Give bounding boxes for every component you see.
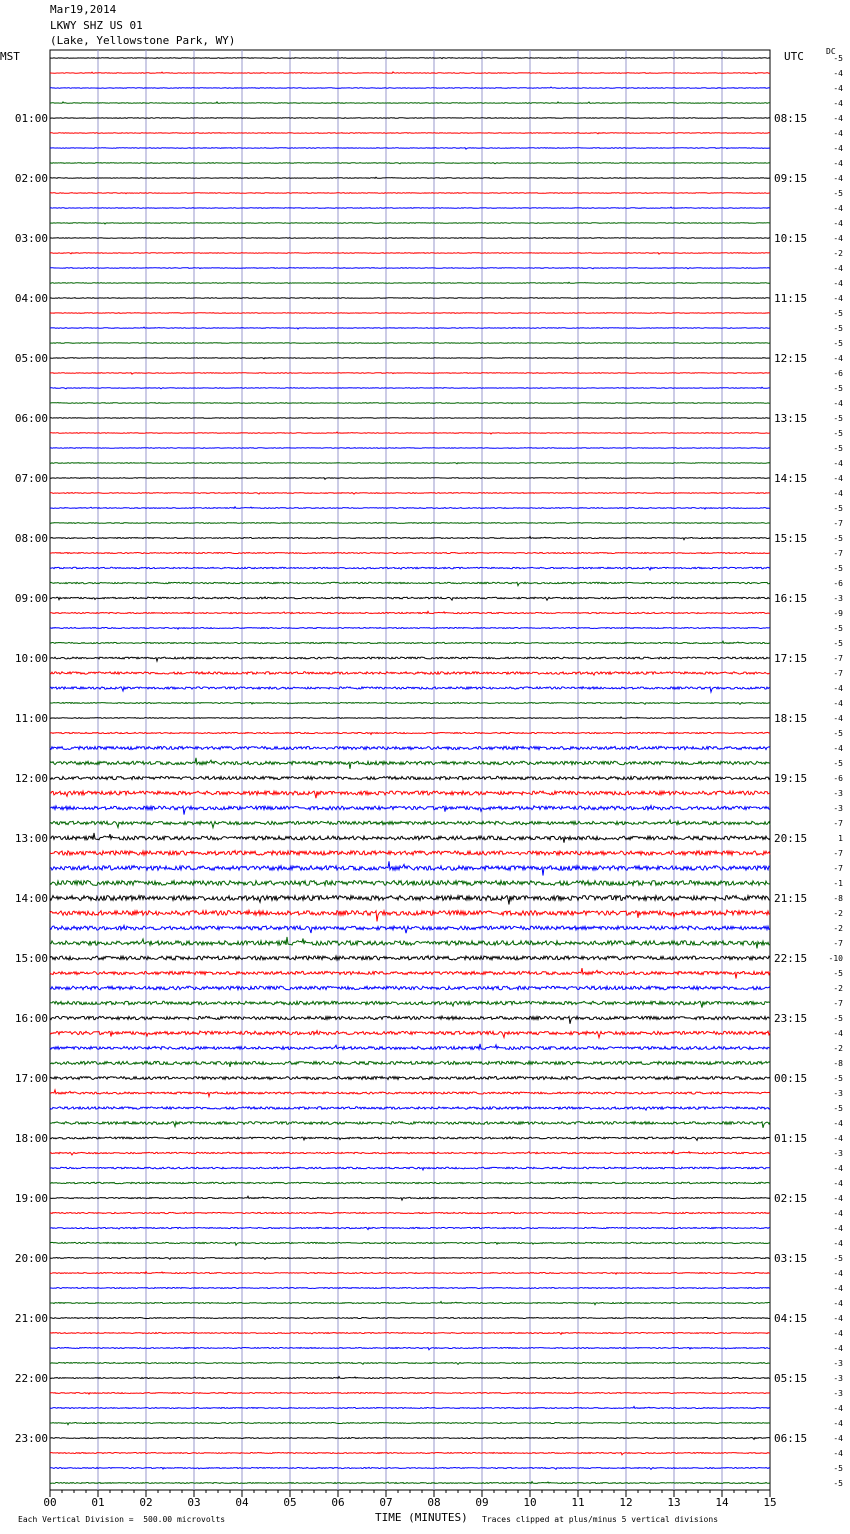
x-tick-label: 08 xyxy=(427,1496,441,1509)
x-tick-label: 14 xyxy=(715,1496,729,1509)
trace-offset-label: -2 xyxy=(833,984,843,993)
seismic-trace xyxy=(50,493,770,495)
trace-offset-label: -7 xyxy=(833,999,843,1008)
trace-offset-label: -3 xyxy=(833,1149,843,1158)
seismic-trace xyxy=(50,1061,770,1067)
x-tick-label: 00 xyxy=(43,1496,57,1509)
seismic-trace xyxy=(50,702,770,704)
x-tick-label: 07 xyxy=(379,1496,393,1509)
seismic-trace xyxy=(50,861,770,875)
trace-offset-label: -5 xyxy=(833,729,843,738)
hour-label-utc: 15:15 xyxy=(774,532,808,545)
trace-offset-label: -2 xyxy=(833,1044,843,1053)
hour-label-local: 03:00 xyxy=(14,232,48,245)
trace-offset-label: -4 xyxy=(833,1329,843,1338)
trace-offset-label: -7 xyxy=(833,519,843,528)
seismic-trace xyxy=(50,72,770,74)
trace-offset-label: -4 xyxy=(833,114,843,123)
trace-offset-label: -4 xyxy=(833,1119,843,1128)
seismic-trace xyxy=(50,1438,770,1440)
hour-label-utc: 17:15 xyxy=(774,652,808,665)
seismic-trace xyxy=(50,1242,770,1245)
seismic-trace xyxy=(50,1452,770,1454)
hour-label-local: 09:00 xyxy=(14,592,48,605)
seismic-trace xyxy=(50,1423,770,1425)
seismic-trace xyxy=(50,463,770,464)
trace-offset-label: -7 xyxy=(833,939,843,948)
x-tick-label: 15 xyxy=(763,1496,777,1509)
trace-offset-label: -4 xyxy=(833,474,843,483)
x-tick-label: 06 xyxy=(331,1496,345,1509)
hour-label-utc: 13:15 xyxy=(774,412,808,425)
trace-offset-label: -6 xyxy=(833,369,843,378)
seismic-trace xyxy=(50,507,770,509)
seismic-trace xyxy=(50,1407,770,1409)
seismic-trace xyxy=(50,253,770,254)
trace-offset-label: -4 xyxy=(833,1194,843,1203)
trace-offset-label: -4 xyxy=(833,1269,843,1278)
hour-label-utc: 05:15 xyxy=(774,1372,808,1385)
trace-offset-label: -5 xyxy=(833,534,843,543)
hour-label-utc: 18:15 xyxy=(774,712,808,725)
hour-label-utc: 12:15 xyxy=(774,352,808,365)
seismic-trace xyxy=(50,1196,770,1200)
seismic-trace xyxy=(50,937,770,948)
hour-label-local: 07:00 xyxy=(14,472,48,485)
hour-label-local: 20:00 xyxy=(14,1252,48,1265)
trace-offset-label: -7 xyxy=(833,654,843,663)
trace-offset-label: -5 xyxy=(833,414,843,423)
seismic-trace xyxy=(50,1318,770,1319)
seismic-trace xyxy=(50,1151,770,1155)
seismic-trace xyxy=(50,791,770,798)
hour-label-utc: 22:15 xyxy=(774,952,808,965)
seismic-trace xyxy=(50,881,770,886)
trace-offset-label: -4 xyxy=(833,279,843,288)
x-tick-label: 12 xyxy=(619,1496,633,1509)
seismic-trace xyxy=(50,57,770,58)
trace-offset-label: -4 xyxy=(833,144,843,153)
trace-offset-label: -5 xyxy=(833,759,843,768)
trace-offset-label: -4 xyxy=(833,69,843,78)
x-tick-label: 10 xyxy=(523,1496,537,1509)
trace-offset-label: -4 xyxy=(833,99,843,108)
seismic-trace xyxy=(50,358,770,359)
hour-label-local: 12:00 xyxy=(14,772,48,785)
trace-offset-label: -5 xyxy=(833,564,843,573)
trace-offset-label: -4 xyxy=(833,294,843,303)
seismic-trace xyxy=(50,148,770,149)
x-tick-label: 11 xyxy=(571,1496,585,1509)
seismic-trace xyxy=(50,820,770,828)
hour-label-local: 11:00 xyxy=(14,712,48,725)
trace-offset-label: -4 xyxy=(833,219,843,228)
seismic-trace xyxy=(50,163,770,164)
trace-offset-label: -3 xyxy=(833,594,843,603)
trace-offset-label: -5 xyxy=(833,1254,843,1263)
seismic-trace xyxy=(50,238,770,239)
seismic-trace xyxy=(50,1212,770,1213)
seismic-trace xyxy=(50,746,770,749)
seismic-trace xyxy=(50,1287,770,1288)
trace-offset-label: -4 xyxy=(833,204,843,213)
hour-label-utc: 03:15 xyxy=(774,1252,808,1265)
hour-label-local: 19:00 xyxy=(14,1192,48,1205)
trace-offset-label: -7 xyxy=(833,549,843,558)
trace-offset-label: -5 xyxy=(833,189,843,198)
trace-offset-label: -5 xyxy=(833,444,843,453)
seismic-trace xyxy=(50,87,770,88)
hour-label-utc: 23:15 xyxy=(774,1012,808,1025)
seismic-trace xyxy=(50,268,770,269)
seismic-trace xyxy=(50,373,770,375)
hour-label-local: 21:00 xyxy=(14,1312,48,1325)
trace-offset-label: -5 xyxy=(833,54,843,63)
seismic-trace xyxy=(50,641,770,643)
x-tick-label: 04 xyxy=(235,1496,249,1509)
hour-label-utc: 11:15 xyxy=(774,292,808,305)
seismic-trace xyxy=(50,1467,770,1469)
trace-offset-label: -7 xyxy=(833,669,843,678)
hour-label-local: 23:00 xyxy=(14,1432,48,1445)
trace-offset-label: -4 xyxy=(833,1449,843,1458)
trace-offset-label: -3 xyxy=(833,1389,843,1398)
seismic-trace xyxy=(50,1227,770,1229)
trace-offset-label: -4 xyxy=(833,1404,843,1413)
trace-offset-label: -9 xyxy=(833,609,843,618)
seismic-trace xyxy=(50,1362,770,1364)
hour-label-local: 22:00 xyxy=(14,1372,48,1385)
trace-offset-label: -4 xyxy=(833,1314,843,1323)
x-tick-label: 13 xyxy=(667,1496,681,1509)
seismic-trace xyxy=(50,986,770,990)
right-timezone-label: UTC xyxy=(784,50,804,63)
hour-label-utc: 21:15 xyxy=(774,892,808,905)
seismic-trace xyxy=(50,523,770,524)
trace-offset-label: -5 xyxy=(833,1104,843,1113)
seismic-trace xyxy=(50,1090,770,1097)
trace-offset-label: -4 xyxy=(833,174,843,183)
trace-offset-label: -4 xyxy=(833,489,843,498)
trace-offset-label: -5 xyxy=(833,624,843,633)
trace-offset-label: -4 xyxy=(833,684,843,693)
plot-date: Mar19,2014 xyxy=(50,3,117,16)
seismic-trace xyxy=(50,1044,770,1050)
trace-offset-label: -6 xyxy=(833,579,843,588)
seismic-trace xyxy=(50,133,770,134)
seismic-trace xyxy=(50,102,770,103)
trace-offset-label: -4 xyxy=(833,744,843,753)
trace-offset-label: -6 xyxy=(833,774,843,783)
hour-label-utc: 10:15 xyxy=(774,232,808,245)
trace-offset-label: -7 xyxy=(833,849,843,858)
trace-offset-label: -3 xyxy=(833,1359,843,1368)
trace-offset-label: -4 xyxy=(833,1419,843,1428)
seismic-trace xyxy=(50,1333,770,1335)
station-location: (Lake, Yellowstone Park, WY) xyxy=(50,34,236,47)
seismic-trace xyxy=(50,1167,770,1170)
hour-label-utc: 14:15 xyxy=(774,472,808,485)
hour-label-utc: 16:15 xyxy=(774,592,808,605)
dc-offset-label: DC xyxy=(826,47,836,56)
plot-frame xyxy=(50,50,770,1490)
trace-offset-label: -4 xyxy=(833,1284,843,1293)
seismic-trace xyxy=(50,478,770,480)
trace-offset-label: -4 xyxy=(833,699,843,708)
trace-offset-label: -3 xyxy=(833,804,843,813)
trace-offset-label: -1 xyxy=(833,879,843,888)
trace-offset-label: -4 xyxy=(833,1344,843,1353)
hour-label-local: 13:00 xyxy=(14,832,48,845)
seismic-trace xyxy=(50,687,770,692)
trace-offset-label: -5 xyxy=(833,1014,843,1023)
trace-offset-label: -4 xyxy=(833,399,843,408)
hour-label-local: 17:00 xyxy=(14,1072,48,1085)
trace-offset-label: -8 xyxy=(833,894,843,903)
trace-offset-label: -2 xyxy=(833,924,843,933)
station-code: LKWY SHZ US 01 xyxy=(50,19,143,32)
seismic-trace xyxy=(50,1392,770,1394)
seismic-trace xyxy=(50,387,770,389)
trace-offset-label: -4 xyxy=(833,714,843,723)
trace-offset-label: -3 xyxy=(833,1374,843,1383)
x-tick-label: 09 xyxy=(475,1496,489,1509)
seismic-trace xyxy=(50,1001,770,1007)
hour-label-utc: 08:15 xyxy=(774,112,808,125)
seismic-trace xyxy=(50,343,770,344)
hour-label-utc: 19:15 xyxy=(774,772,808,785)
seismic-trace xyxy=(50,910,770,921)
hour-label-utc: 09:15 xyxy=(774,172,808,185)
hour-label-utc: 20:15 xyxy=(774,832,808,845)
seismic-trace xyxy=(50,282,770,283)
trace-offset-label: -5 xyxy=(833,324,843,333)
trace-offset-label: -5 xyxy=(833,504,843,513)
x-axis-title: TIME (MINUTES) xyxy=(375,1511,468,1524)
seismic-trace xyxy=(50,672,770,675)
seismic-trace xyxy=(50,1122,770,1128)
trace-offset-label: -4 xyxy=(833,84,843,93)
x-tick-label: 01 xyxy=(91,1496,105,1509)
seismic-trace xyxy=(50,833,770,843)
seismic-trace xyxy=(50,611,770,613)
seismic-trace xyxy=(50,1257,770,1259)
seismic-trace xyxy=(50,1347,770,1349)
trace-offset-label: 1 xyxy=(838,834,843,843)
hour-label-local: 15:00 xyxy=(14,952,48,965)
seismic-trace xyxy=(50,432,770,434)
clip-note: Traces clipped at plus/minus 5 vertical divisions xyxy=(482,1515,719,1524)
seismic-trace xyxy=(50,402,770,403)
seismic-trace xyxy=(50,418,770,419)
hour-label-local: 05:00 xyxy=(14,352,48,365)
hour-label-local: 10:00 xyxy=(14,652,48,665)
trace-offset-label: -7 xyxy=(833,819,843,828)
seismic-trace xyxy=(50,1377,770,1379)
trace-offset-label: -3 xyxy=(833,1089,843,1098)
x-tick-label: 05 xyxy=(283,1496,297,1509)
trace-offset-label: -7 xyxy=(833,864,843,873)
x-tick-label: 03 xyxy=(187,1496,201,1509)
trace-offset-label: -4 xyxy=(833,1164,843,1173)
seismic-trace xyxy=(50,717,770,719)
seismic-trace xyxy=(50,582,770,585)
seismic-trace xyxy=(50,851,770,856)
trace-offset-label: -5 xyxy=(833,309,843,318)
trace-offset-label: -5 xyxy=(833,429,843,438)
trace-offset-label: -4 xyxy=(833,1134,843,1143)
seismic-trace xyxy=(50,1272,770,1275)
seismic-trace xyxy=(50,758,770,769)
seismic-trace xyxy=(50,177,770,178)
trace-offset-label: -3 xyxy=(833,789,843,798)
seismic-trace xyxy=(50,1016,770,1024)
seismic-trace xyxy=(50,207,770,208)
seismic-trace xyxy=(50,553,770,554)
trace-offset-label: -5 xyxy=(833,969,843,978)
seismic-trace xyxy=(50,926,770,934)
trace-offset-label: -5 xyxy=(833,639,843,648)
seismic-trace xyxy=(50,1182,770,1184)
seismic-trace xyxy=(50,732,770,734)
seismic-trace xyxy=(50,597,770,600)
seismic-trace xyxy=(50,1076,770,1079)
trace-offset-label: -4 xyxy=(833,234,843,243)
hour-label-local: 18:00 xyxy=(14,1132,48,1145)
trace-offset-label: -5 xyxy=(833,339,843,348)
trace-offset-label: -4 xyxy=(833,1239,843,1248)
seismic-trace xyxy=(50,1031,770,1038)
seismic-trace xyxy=(50,1482,770,1484)
hour-label-utc: 00:15 xyxy=(774,1072,808,1085)
scale-note: Each Vertical Division = 500.00 microvolts xyxy=(18,1515,226,1524)
seismic-trace xyxy=(50,627,770,629)
hour-label-utc: 02:15 xyxy=(774,1192,808,1205)
trace-offset-label: -5 xyxy=(833,1464,843,1473)
seismic-trace xyxy=(50,956,770,960)
seismic-trace xyxy=(50,1137,770,1141)
trace-offset-label: -4 xyxy=(833,1434,843,1443)
seismic-trace xyxy=(50,223,770,224)
x-tick-label: 02 xyxy=(139,1496,153,1509)
seismic-trace xyxy=(50,327,770,329)
trace-offset-label: -4 xyxy=(833,459,843,468)
seismic-trace xyxy=(50,806,770,815)
trace-offset-label: -5 xyxy=(833,384,843,393)
seismic-trace xyxy=(50,448,770,449)
seismic-trace xyxy=(50,193,770,194)
trace-offset-label: -2 xyxy=(833,909,843,918)
seismic-trace xyxy=(50,1107,770,1110)
hour-label-utc: 04:15 xyxy=(774,1312,808,1325)
trace-offset-label: -4 xyxy=(833,1209,843,1218)
hour-label-utc: 01:15 xyxy=(774,1132,808,1145)
hour-label-local: 02:00 xyxy=(14,172,48,185)
trace-offset-label: -4 xyxy=(833,1224,843,1233)
seismic-trace xyxy=(50,537,770,540)
hour-label-utc: 06:15 xyxy=(774,1432,808,1445)
trace-offset-label: -4 xyxy=(833,1029,843,1038)
trace-offset-label: -5 xyxy=(833,1479,843,1488)
hour-label-local: 06:00 xyxy=(14,412,48,425)
seismic-trace xyxy=(50,657,770,661)
hour-label-local: 04:00 xyxy=(14,292,48,305)
trace-offset-label: -4 xyxy=(833,1299,843,1308)
left-timezone-label: MST xyxy=(0,50,20,63)
trace-offset-label: -4 xyxy=(833,1179,843,1188)
trace-offset-label: -5 xyxy=(833,1074,843,1083)
seismic-trace xyxy=(50,567,770,570)
hour-label-local: 01:00 xyxy=(14,112,48,125)
seismic-trace xyxy=(50,313,770,314)
hour-label-local: 16:00 xyxy=(14,1012,48,1025)
seismic-trace xyxy=(50,298,770,299)
seismic-trace xyxy=(50,776,770,779)
seismic-trace xyxy=(50,968,770,978)
trace-offset-label: -8 xyxy=(833,1059,843,1068)
seismic-trace xyxy=(50,896,770,905)
trace-offset-label: -4 xyxy=(833,159,843,168)
trace-offset-label: -2 xyxy=(833,249,843,258)
seismic-trace xyxy=(50,118,770,119)
seismic-trace xyxy=(50,1302,770,1305)
hour-label-local: 08:00 xyxy=(14,532,48,545)
trace-offset-label: -10 xyxy=(828,954,843,963)
trace-offset-label: -4 xyxy=(833,129,843,138)
trace-offset-label: -4 xyxy=(833,354,843,363)
hour-label-local: 14:00 xyxy=(14,892,48,905)
trace-offset-label: -4 xyxy=(833,264,843,273)
